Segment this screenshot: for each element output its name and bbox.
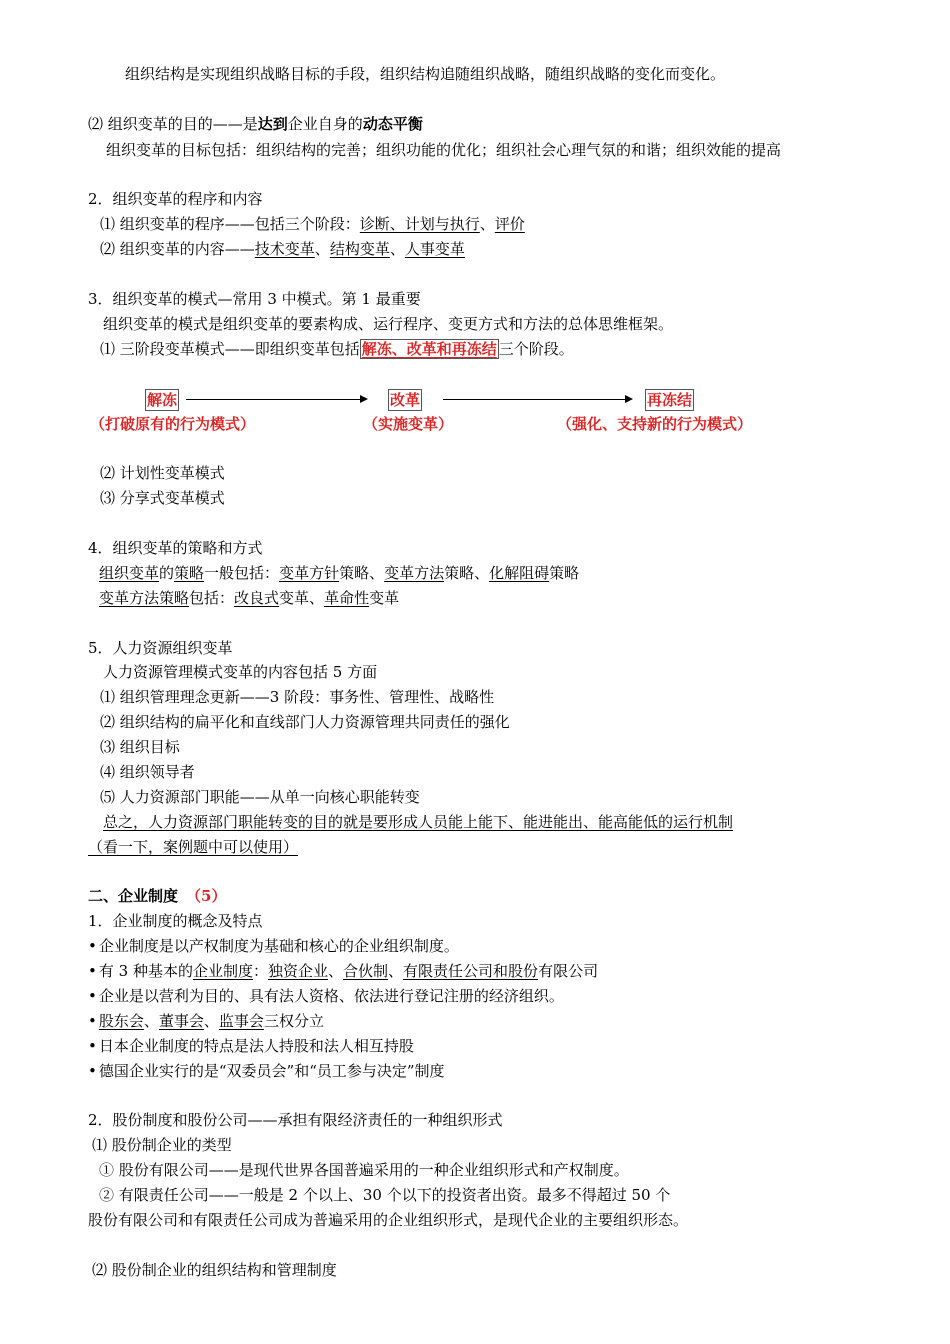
board-of-supervisors: 监事会 [218, 1012, 264, 1030]
section5-intro: 人力资源管理模式变革的内容包括 5 方面 [103, 663, 378, 681]
procedure-prefix: ⑴ 组织变革的程序——包括三个阶段： [100, 215, 360, 233]
strategy-line [99, 563, 579, 583]
flow-caption-refreeze: （强化、支持新的行为模式） [557, 415, 753, 433]
method-suffix-2: 变革 [369, 589, 400, 607]
content-structure-change: 结构变革 [329, 240, 390, 258]
flow-node-change: 改革 [390, 391, 421, 409]
hr-change-item: ⑴ 组织管理理念更新——3 阶段：事务性、管理性、战略性 [100, 688, 495, 706]
enterprise-bullet: • 德国企业实行的是“双委员会”和“员工参与决定”制度 [88, 1061, 445, 1081]
types-sep-2: 、 [388, 962, 404, 980]
section3-heading: 3．组织变革的模式—常用 3 中模式。第 1 最重要 [88, 290, 421, 308]
strategy-method: 变革方法 [384, 564, 445, 582]
goal-mid: 企业自身的 [287, 115, 363, 133]
procedure-stage-3: 评价 [494, 215, 525, 233]
section2-heading: 2．组织变革的程序和内容 [88, 190, 263, 208]
flow-node-refreeze: 再冻结 [647, 391, 693, 409]
hr-change-item: ⑶ 组织目标 [100, 738, 180, 756]
separation-of-powers: 三权分立 [263, 1012, 324, 1030]
types-sole-proprietorship: 独资企业 [267, 962, 328, 980]
planned-change-model: ⑵ 计划性变革模式 [100, 464, 225, 482]
content-personnel-change: 人事变革 [404, 240, 465, 258]
strategy-term-org-change: 组织变革 [99, 564, 160, 582]
enterprise-bullet: • 企业是以营利为目的、具有法人资格、依法进行登记注册的经济组织。 [88, 986, 564, 1006]
section2-content [100, 239, 465, 259]
method-revolutionary: 革命性 [324, 589, 370, 607]
types-prefix: 有 3 种基本的 [98, 962, 193, 980]
enterprise-bullet: • 日本企业制度的特点是法人持股和法人相互持股 [88, 1036, 414, 1056]
joint-stock-structure-heading: ⑵ 股份制企业的组织结构和管理制度 [92, 1261, 337, 1279]
powers-sep-2: 、 [203, 1012, 219, 1030]
joint-stock-types-heading: ⑴ 股份制企业的类型 [92, 1136, 232, 1154]
shared-change-model: ⑶ 分享式变革模式 [100, 489, 225, 507]
part2-heading: 二、企业制度 [88, 887, 179, 905]
flow-arrow-1 [186, 399, 366, 400]
change-goal-line [88, 114, 423, 134]
flow-caption-change: （实施变革） [363, 415, 454, 433]
content-sep-1: 、 [314, 240, 330, 258]
shareholders-meeting: 股东会 [98, 1012, 144, 1030]
content-prefix: ⑵ 组织变革的内容—— [100, 240, 255, 258]
types-enterprise-system: 企业制度 [192, 962, 253, 980]
goal-prefix: ⑵ 组织变革的目的——是 [88, 115, 258, 133]
part2-heading-line [88, 886, 226, 906]
procedure-stage-1-2: 诊断、计划与执行 [359, 215, 480, 233]
three-stage-prefix: ⑴ 三阶段变革模式——即组织变革包括 [100, 340, 360, 358]
section5-summary: 总之，人力资源部门职能转变的目的就是要形成人员能上能下、能进能出、能高能低的运行机制 [103, 813, 734, 831]
three-stage-highlight: 解冻、改革和再冻结 [361, 340, 497, 358]
part2-sub1: 1．企业制度的概念及特点 [88, 912, 263, 930]
method-reform: 改良式 [234, 589, 280, 607]
hr-change-item: ⑷ 组织领导者 [100, 763, 195, 781]
joint-stock-type-2: ② 有限责任公司——一般是 2 个以上、30 个以下的投资者出资。最多不得超过 50 个 [99, 1186, 671, 1204]
enterprise-bullet [88, 961, 598, 981]
content-tech-change: 技术变革 [254, 240, 315, 258]
method-includes: 包括： [189, 589, 235, 607]
strategy-policy: 变革方针 [279, 564, 340, 582]
content-sep-2: 、 [389, 240, 405, 258]
method-term: 变革方法策略 [99, 589, 190, 607]
types-sep-1: 、 [328, 962, 344, 980]
goal-bold-reach: 达到 [257, 115, 288, 133]
part2-sub2: 2．股份制度和股份公司——承担有限经济责任的一种组织形式 [88, 1111, 503, 1129]
three-stage-model-line [100, 339, 574, 359]
flow-node-unfreeze: 解冻 [147, 391, 178, 409]
flow-arrow-2 [443, 399, 631, 400]
enterprise-bullet: • 企业制度是以产权制度为基础和核心的企业组织制度。 [88, 936, 459, 956]
section4-heading: 4．组织变革的策略和方式 [88, 539, 263, 557]
flow-caption-unfreeze: （打破原有的行为模式） [90, 415, 256, 433]
strategy-suffix-3: 策略 [549, 564, 580, 582]
strategy-suffix-1: 策略、 [339, 564, 385, 582]
section5-note: （看一下，案例题中可以使用） [88, 838, 299, 856]
section5-heading: 5．人力资源组织变革 [88, 639, 233, 657]
section3-description: 组织变革的模式是组织变革的要素构成、运行程序、变更方式和方法的总体思维框架。 [103, 315, 674, 333]
procedure-sep: 、 [479, 215, 495, 233]
hr-change-item: ⑸ 人力资源部门职能——从单一向核心职能转变 [100, 788, 420, 806]
board-of-directors: 董事会 [158, 1012, 204, 1030]
section2-procedure [100, 214, 525, 234]
strategy-includes: 一般包括： [204, 564, 280, 582]
three-stage-suffix: 三个阶段。 [498, 340, 574, 358]
joint-stock-type-1: ① 股份有限公司——是现代世界各国普遍采用的一种企业组织形式和产权制度。 [99, 1161, 629, 1179]
method-line [99, 588, 399, 608]
strategy-suffix-2: 策略、 [444, 564, 490, 582]
types-limited-company: 有限责任公司和股份 [403, 962, 539, 980]
change-goal-description: 组织变革的目标包括：组织结构的完善；组织功能的优化；组织社会心理气氛的和谐；组织效能的提高 [106, 141, 782, 159]
strategy-term: 策略 [174, 564, 205, 582]
goal-bold-balance: 动态平衡 [362, 115, 423, 133]
hr-change-item: ⑵ 组织结构的扁平化和直线部门人力资源管理共同责任的强化 [100, 713, 510, 731]
enterprise-bullet [88, 1011, 324, 1031]
part2-score: （5） [186, 887, 227, 905]
types-suffix: 有限公司 [538, 962, 599, 980]
intro-paragraph: 组织结构是实现组织战略目标的手段，组织结构追随组织战略，随组织战略的变化而变化。 [125, 65, 726, 83]
method-suffix-1: 变革、 [279, 589, 325, 607]
powers-sep-1: 、 [143, 1012, 159, 1030]
strategy-of: 的 [159, 564, 175, 582]
types-partnership: 合伙制 [343, 962, 389, 980]
types-colon: ： [252, 962, 268, 980]
strategy-resolve-resistance: 化解阻碍 [489, 564, 550, 582]
joint-stock-conclusion: 股份有限公司和有限责任公司成为普遍采用的企业组织形式，是现代企业的主要组织形态。 [88, 1211, 689, 1229]
